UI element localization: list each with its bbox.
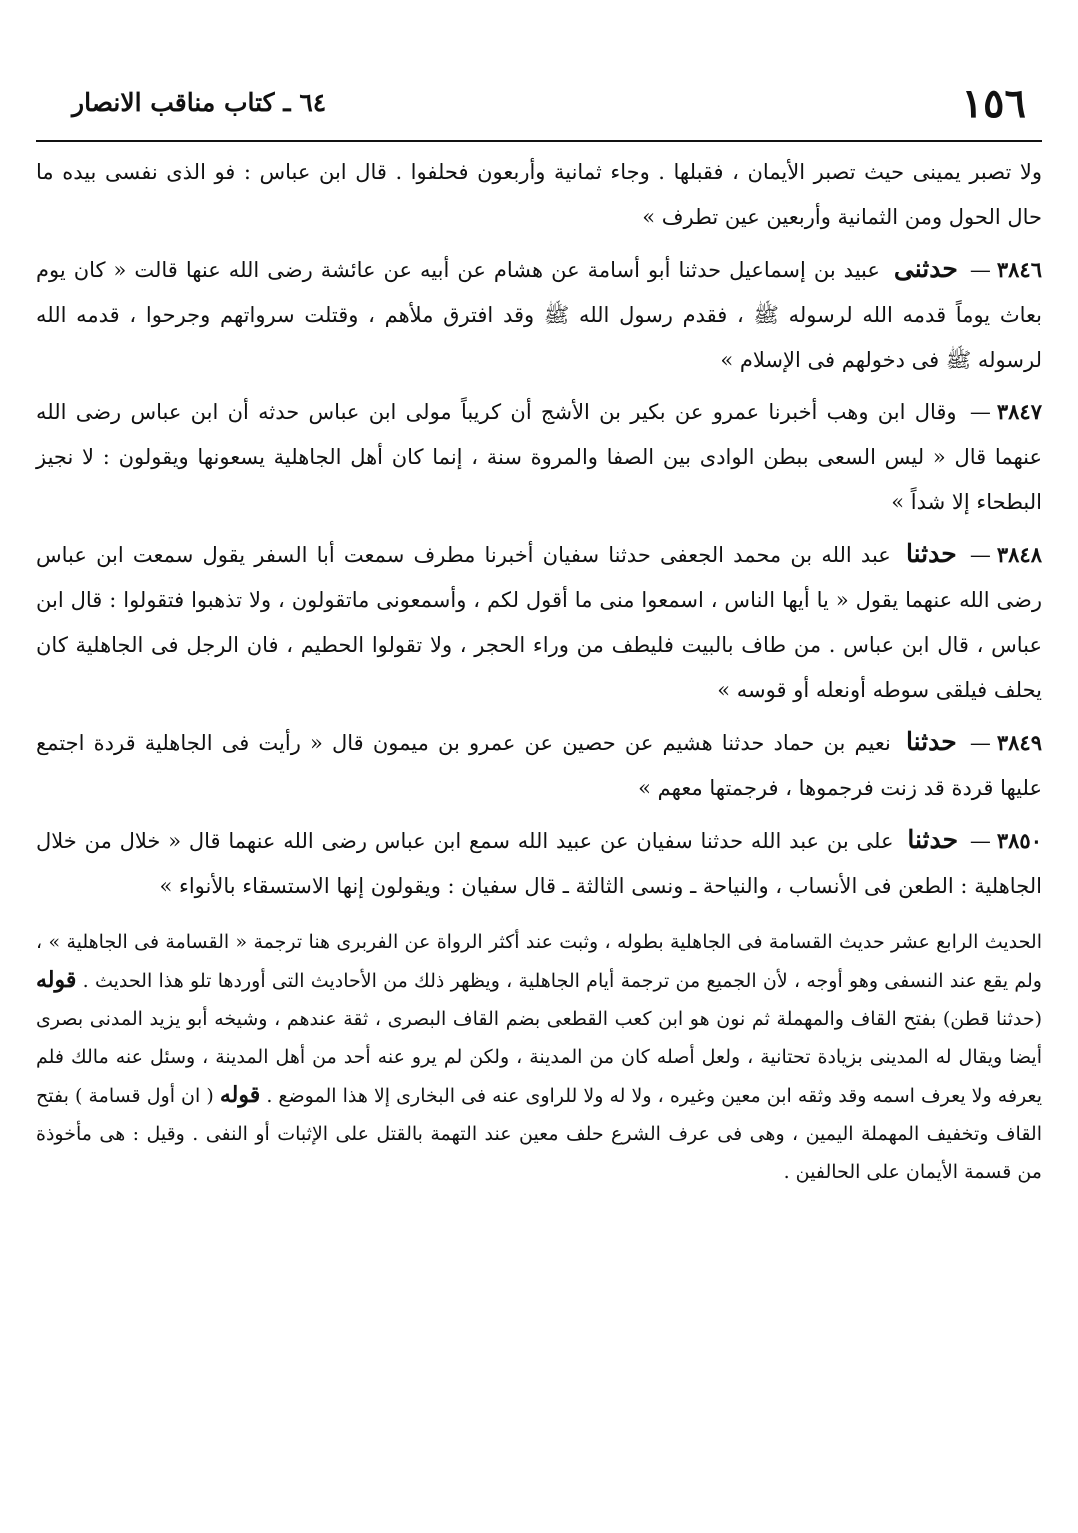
hadith-text: عبد الله بن محمد الجعفى حدثنا سفيان أخبرنا مطرف سمعت أبا السفر يقول سمعت ابن عباس رضى الله عنهما يقول « يا أيها الناس ، اسمعوا منى ما أقول لكم ، وأسمعونى ماتقولون ، ولا تذهبوا فتقولوا : قال ابن عباس ، قال ابن عباس . من طاف بالبيت فليطف من وراء الحجر ، ولا تقولوا الحطيم ، فان الرجل فى الجاهلية كان يحلف فيلقى سوطه أونعله أو قوسه »	[36, 543, 1042, 702]
hadith-number: ٣٨٤٩	[996, 730, 1042, 755]
hadith-number: ٣٨٤٦	[996, 257, 1042, 282]
hadith-continuation	[36, 150, 1042, 240]
hadith-number: ٣٨٤٨	[996, 542, 1042, 567]
commentary-paragraph	[36, 923, 1042, 1191]
commentary-section	[36, 923, 1042, 1191]
hadith-text: ولا تصبر يمينى حيث تصبر الأيمان ، فقبلها . وجاء ثمانية وأربعون فحلفوا . قال ابن عباس : فو الذى نفسى بيده ما حال الحول ومن الثمانية وأربعين عين تطرف »	[36, 160, 1042, 229]
dash-separator: —	[969, 258, 991, 282]
commentary-text: ( ان أول قسامة ) بفتح القاف وتخفيف المهملة اليمين ، وهى فى عرف الشرع حلف معين عند التهمة بالقتل على الإثبات أو النفى . وقيل : هى مأخوذة من قسمة الأيمان على الحالفين .	[36, 1085, 1042, 1183]
hadith-intro: حدثنا	[906, 727, 957, 756]
hadith-number: ٣٨٤٧	[996, 399, 1042, 424]
running-head	[36, 70, 1042, 142]
dash-separator: —	[969, 400, 991, 424]
commentary-lead: قوله	[219, 1082, 261, 1108]
commentary-text: (حدثنا قطن) بفتح القاف والمهملة ثم نون هو ابن كعب القطعى بضم القاف البصرى ، ثقة عندهم ، وشيخه أبو يزيد المدنى بصرى أيضا ويقال له المدينى بزيادة تحتانية ، ولعل أصله كان من المدينة ، ولكن لم يرو عنه أحد من أهل المدينة ، وسئل عنه مالك فلم يعرفه ولا يعرف اسمه وقد وثقه ابن معين وغيره ، ولا له ولا للراوى عنه فى البخارى إلا هذا الموضع .	[36, 1008, 1042, 1107]
hadith-intro: حدثنا	[906, 539, 957, 568]
commentary-lead: قوله	[36, 967, 77, 993]
book-page	[36, 70, 1042, 1191]
page-number: ١٥٦	[961, 80, 1026, 127]
dash-separator: —	[969, 543, 991, 567]
hadith-section	[36, 142, 1042, 909]
commentary-text: الحديث الرابع عشر حديث القسامة فى الجاهلية بطوله ، وثبت عند أكثر الرواة عن الفربرى هنا ترجمة « القسامة فى الجاهلية » ، ولم يقع عند النسفى وهو أوجه ، لأن الجميع من ترجمة أيام الجاهلية ، ويظهر ذلك من الأحاديث التى أوردها تلو هذا الحديث .	[36, 931, 1042, 992]
hadith-number: ٣٨٥٠	[996, 828, 1042, 853]
book-title: ٦٤ ـ كتاب مناقب الانصار	[72, 88, 327, 117]
hadith-3846	[36, 246, 1042, 383]
hadith-3848	[36, 531, 1042, 713]
hadith-intro: حدثنى	[893, 254, 958, 283]
hadith-3847	[36, 389, 1042, 525]
hadith-intro: حدثنا	[907, 825, 959, 854]
hadith-3850	[36, 817, 1042, 909]
hadith-text: على بن عبد الله حدثنا سفيان عن عبيد الله سمع ابن عباس رضى الله عنهما قال « خلال من خلال الجاهلية : الطعن فى الأنساب ، والنياحة ـ ونسى الثالثة ـ قال سفيان : ويقولون إنها الاستسقاء بالأنواء »	[36, 829, 1042, 898]
hadith-text: عبيد بن إسماعيل حدثنا أبو أسامة عن هشام عن أبيه عن عائشة رضى الله عنها قالت « كان يوم بعاث يوماً قدمه الله لرسوله ﷺ ، فقدم رسول الله ﷺ وقد افترق ملأهم ، وقتلت سرواتهم وجرحوا ، قدمه الله لرسوله ﷺ فى دخولهم فى الإسلام »	[36, 258, 1042, 372]
hadith-3849	[36, 719, 1042, 811]
dash-separator: —	[969, 731, 991, 755]
dash-separator: —	[969, 829, 991, 853]
hadith-text: وقال ابن وهب أخبرنا عمرو عن بكير بن الأشج أن كريباً مولى ابن عباس حدثه أن ابن عباس رضى الله عنهما قال « ليس السعى ببطن الوادى بين الصفا والمروة سنة ، إنما كان أهل الجاهلية يسعونها ويقولون : لا نجيز البطحاء إلا شداً »	[36, 400, 1042, 514]
hadith-text: نعيم بن حماد حدثنا هشيم عن حصين عن عمرو بن ميمون قال « رأيت فى الجاهلية قردة اجتمع عليها قردة قد زنت فرجموها ، فرجمتها معهم »	[36, 731, 1042, 800]
